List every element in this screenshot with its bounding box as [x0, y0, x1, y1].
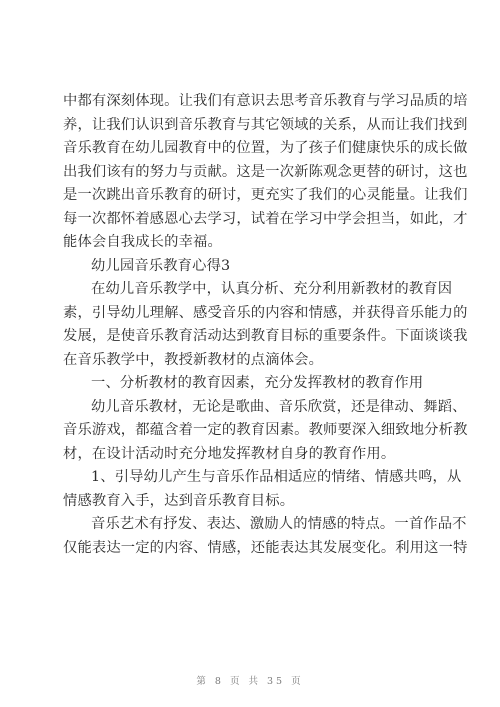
- text-line: 材，在设计活动时充分地发挥教材自身的教育作用。: [63, 445, 396, 462]
- text-line: 情感教育入手，达到音乐教育目标。: [63, 492, 295, 509]
- text-line: 1、引导幼儿产生与音乐作品相适应的情绪、情感共鸣，从: [91, 469, 462, 485]
- text-line: 每一次都怀着感恩心去学习，试着在学习中学会担当，如此，才: [63, 210, 468, 227]
- text-line: 养，让我们认识到音乐教育与其它领域的关系，从而让我们找到: [63, 116, 468, 133]
- text-line: 在幼儿音乐教学中，认真分析、充分利用新教材的教育因: [91, 281, 453, 297]
- text-line: 幼儿园音乐教育心得3: [91, 257, 231, 274]
- text-line: 出我们该有的努力与贡献。这是一次新陈观念更替的研讨，这也: [63, 163, 468, 180]
- text-line: 一、分析教材的教育因素，充分发挥教材的教育作用: [91, 375, 424, 391]
- text-line: 中都有深刻体现。让我们有意识去思考音乐教育与学习品质的培: [63, 93, 468, 109]
- text-line: 在音乐教学中，教授新教材的点滴体会。: [63, 351, 324, 368]
- text-line: 幼儿音乐教材，无论是歌曲、音乐欣赏，还是律动、舞蹈、: [91, 398, 467, 415]
- text-line: 能体会自我成长的幸福。: [63, 234, 222, 250]
- text-line: 音乐艺术有抒发、表达、激励人的情感的特点。一首作品不: [91, 516, 467, 532]
- text-line: 是一次跳出音乐教育的研讨，更充实了我们的心灵能量。让我们: [63, 187, 468, 203]
- text-line: 音乐游戏，都蕴含着一定的教育因素。教师要深入细致地分析教: [63, 422, 468, 438]
- document-body: [63, 90, 468, 560]
- text-line: 仅能表达一定的内容、情感，还能表达其发展变化。利用这一特: [63, 539, 468, 556]
- page-footer: 第 8 页 共 35 页: [196, 676, 304, 687]
- text-line: 发展，是使音乐教育活动达到教育目标的重要条件。下面谈谈我: [63, 328, 468, 344]
- text-line: 音乐教育在幼儿园教育中的位置，为了孩子们健康快乐的成长做: [63, 140, 468, 156]
- text-line: 素，引导幼儿理解、感受音乐的内容和情感，并获得音乐能力的: [63, 304, 468, 321]
